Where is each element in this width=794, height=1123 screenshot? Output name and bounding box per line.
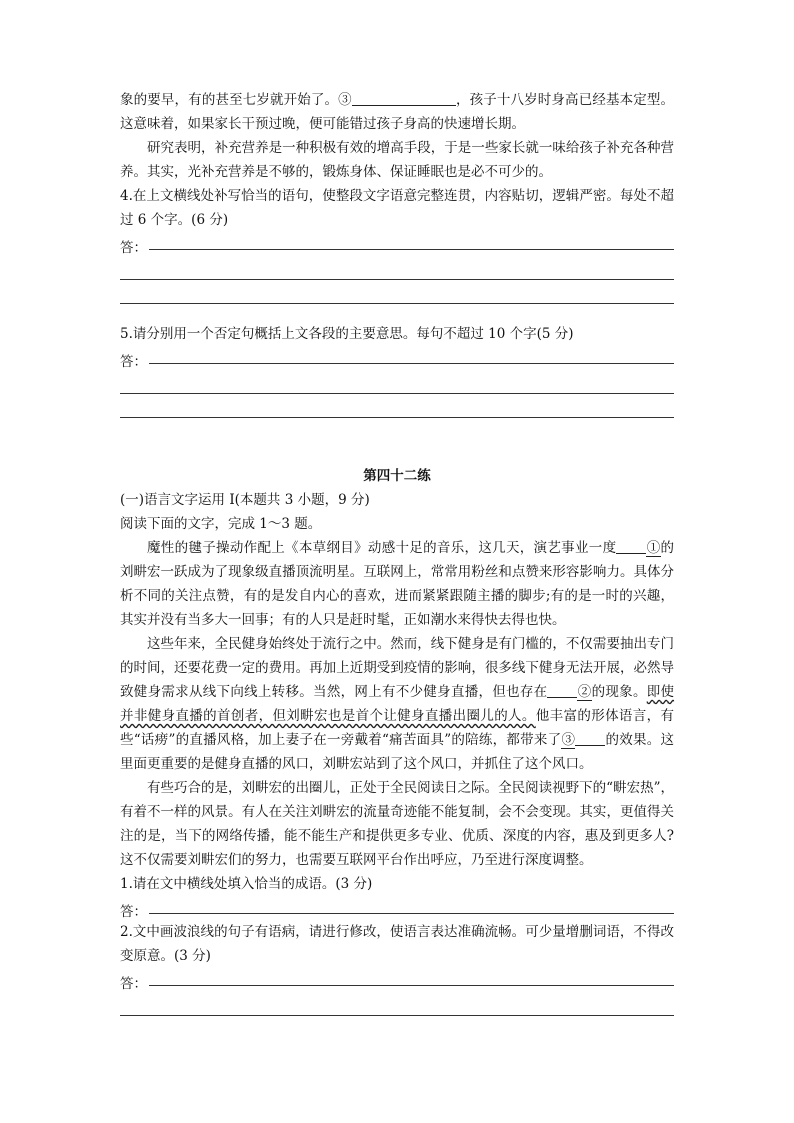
question-2: 2.文中画波浪线的句子有语病，请进行修改，使语言表达准确流畅。可少量增删词语，不得改变原意。(3 分) (120, 924, 674, 964)
blank-2[interactable] (547, 683, 577, 698)
section-subtitle: (一)语言文字运用 I(本题共 3 小题，9 分) (120, 492, 370, 508)
paragraph-top-2: 研究表明，补充营养是一种积极有效的增高手段，于是一些家长就一味给孩子补充各种营养。其实，光补充营养是不够的，锻炼身体、保证睡眠也是必不可少的。 (120, 140, 674, 180)
paragraph-top-1: 象的要早，有的甚至七岁就开始了。③ ，孩子十八岁时身高已经基本定型。这意味着，如果家长干预过晚，便可能错过孩子身高的快速增长期。 (120, 92, 675, 132)
question-1: 1.请在文中横线处填入恰当的成语。(3 分) (120, 876, 373, 892)
paragraph-3: 有些巧合的是，刘畊宏的出圈儿，正处于全民阅读日之际。全民阅读视野下的“畊宏热”，有着不一样的风景。有人在关注刘畊宏的流量奇迹能不能复制，会不会变现。其实，更值得关注的是，当下的网络传播，能不能生产和提供更多专业、优质、深度的内容，惠及到更多人?这不仅需要刘畊宏们的努力，也需要互联网平台作出呼应，乃至进行深度调整。 (120, 780, 674, 868)
answer-line[interactable] (120, 992, 674, 1016)
answer-line-q5[interactable]: 答： (120, 346, 674, 370)
document-page (120, 88, 674, 1016)
answer-line-q1[interactable]: 答： (120, 896, 674, 920)
blank-3[interactable] (575, 731, 605, 746)
blank-3[interactable] (352, 91, 456, 106)
answer-line-q2[interactable]: 答： (120, 968, 674, 992)
blank-1[interactable] (616, 539, 646, 554)
question-5: 5.请分别用一个否定句概括上文各段的主要意思。每句不超过 10 个字(5 分) (120, 326, 574, 342)
wavy-sentence: 即使并非健身直播的首创者，但刘畊宏也是首个让健身直播出圈儿的人。 (120, 684, 675, 724)
section-instruction: 阅读下面的文字，完成 1～3 题。 (120, 516, 322, 532)
answer-line[interactable] (120, 394, 674, 418)
answer-line[interactable] (120, 370, 674, 394)
question-4: 4.在上文横线处补写恰当的语句，使整段文字语意完整连贯，内容贴切，逻辑严密。每处不超过 6 个字。(6 分) (120, 188, 674, 228)
paragraph-1: 魔性的毽子操动作配上《本草纲目》动感十足的音乐，这几天，演艺事业一度 ①的刘畊宏一跃成为了现象级直播顶流明星。互联网上，常常用粉丝和点赞来形容影响力。具体分析不同的关注点赞，有的是发自内心的喜欢，进而紧紧跟随主播的脚步;有的是一时的兴趣，其实并没有当多大一回事；有的人只是赶时髦，正如潮水来得快去得也快。 (120, 540, 675, 628)
answer-line[interactable] (120, 256, 674, 280)
section-title: 第四十二练 (363, 468, 431, 484)
answer-line-q4[interactable]: 答： (120, 232, 674, 256)
answer-line[interactable] (120, 280, 674, 304)
paragraph-2: 这些年来，全民健身始终处于流行之中。然而，线下健身是有门槛的，不仅需要抽出专门的时间，还要花费一定的费用。再加上近期受到疫情的影响，很多线下健身无法开展，必然导致健身需求从线下向线上转移。当然，网上有不少健身直播，但也存在 ②的现象。即使并非健身直播的首创者，但刘畊宏也是首个让健身直播出圈儿的人。他丰富的形体语言，有些“话痨”的直播风格，加上妻子在一旁戴着“痛苦面具”的陪练，都带来了③ 的效果。这里面更重要的是健身直播的风口，刘畊宏站到了这个风口，并抓住了这个风口。 (120, 636, 675, 772)
